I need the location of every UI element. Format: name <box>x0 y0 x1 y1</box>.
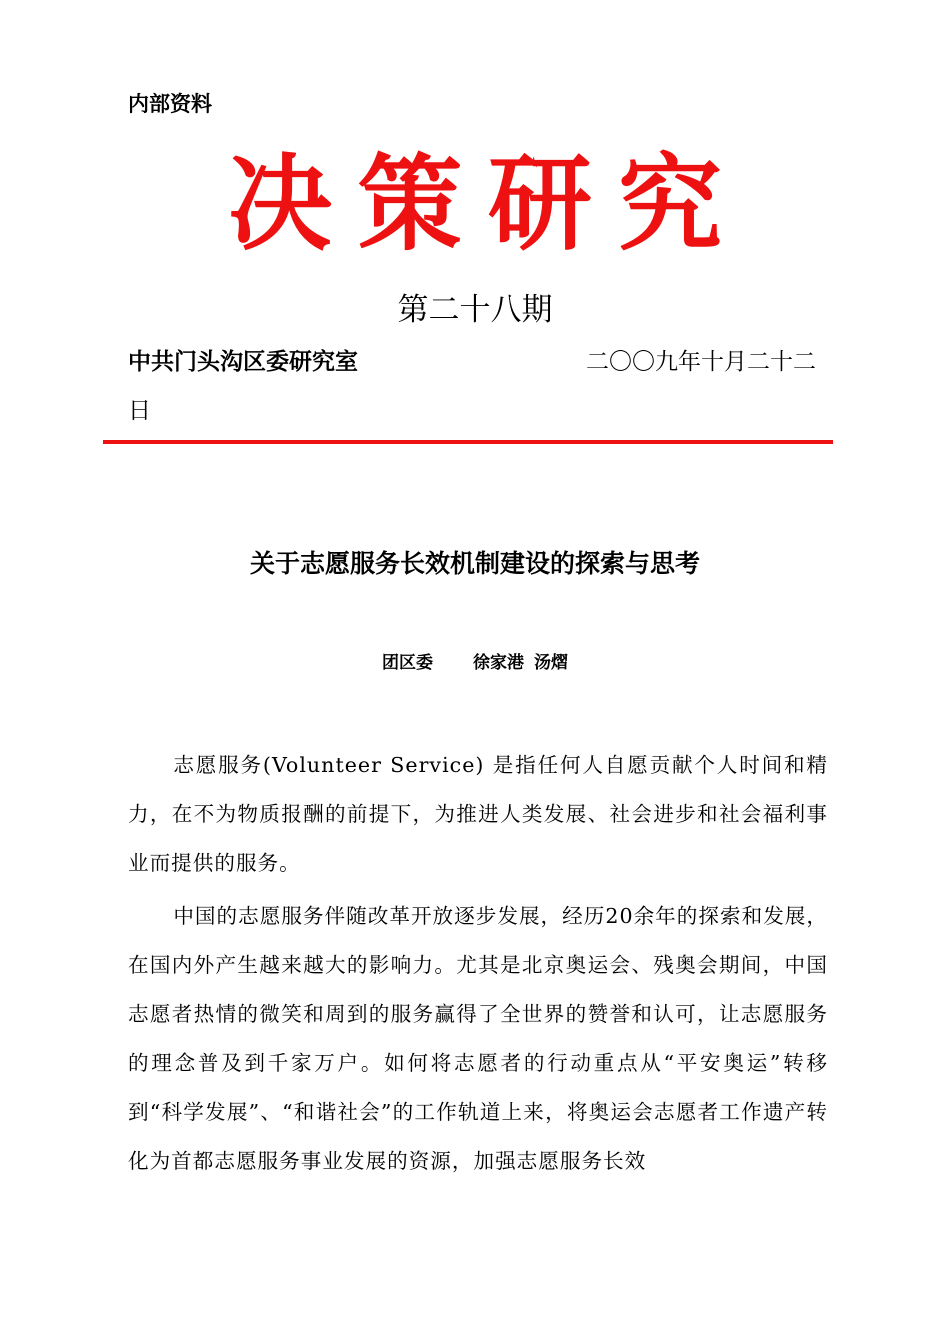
author-name: 汤熠 <box>534 653 568 673</box>
article-body <box>128 741 828 1186</box>
internal-material-label: 内部资料 <box>128 93 212 116</box>
masthead-title: 决策研究 <box>227 142 748 265</box>
issue-date: 二〇〇九年十月二十二 <box>586 349 816 375</box>
author-line <box>0 650 950 676</box>
author-unit: 团区委 <box>382 653 433 673</box>
body-paragraph: 中国的志愿服务伴随改革开放逐步发展，经历20余年的探索和发展，在国内外产生越来越大的影响力。尤其是北京奥运会、残奥会期间，中国志愿者热情的微笑和周到的服务赢得了全世界的赞誉和认可，让志愿服务的理念普及到千家万户。如何将志愿者的行动重点从“平安奥运”转移到“科学发展”、“和谐社会”的工作轨道上来，将奥运会志愿者工作遗产转化为首都志愿服务事业发展的资源，加强志愿服务长效 <box>128 904 828 1173</box>
article-title: 关于志愿服务长效机制建设的探索与思考 <box>249 549 700 578</box>
author-name: 徐家港 <box>473 653 524 673</box>
body-paragraph: 志愿服务(Volunteer Service) 是指任何人自愿贡献个人时间和精力，在不为物质报酬的前提下，为推进人类发展、社会进步和社会福利事业而提供的服务。 <box>128 753 828 875</box>
issue-date-continued: 日 <box>128 398 151 424</box>
header-divider <box>103 440 833 444</box>
issue-number: 第二十八期 <box>397 292 553 328</box>
issuing-organization: 中共门头沟区委研究室 <box>128 349 358 375</box>
